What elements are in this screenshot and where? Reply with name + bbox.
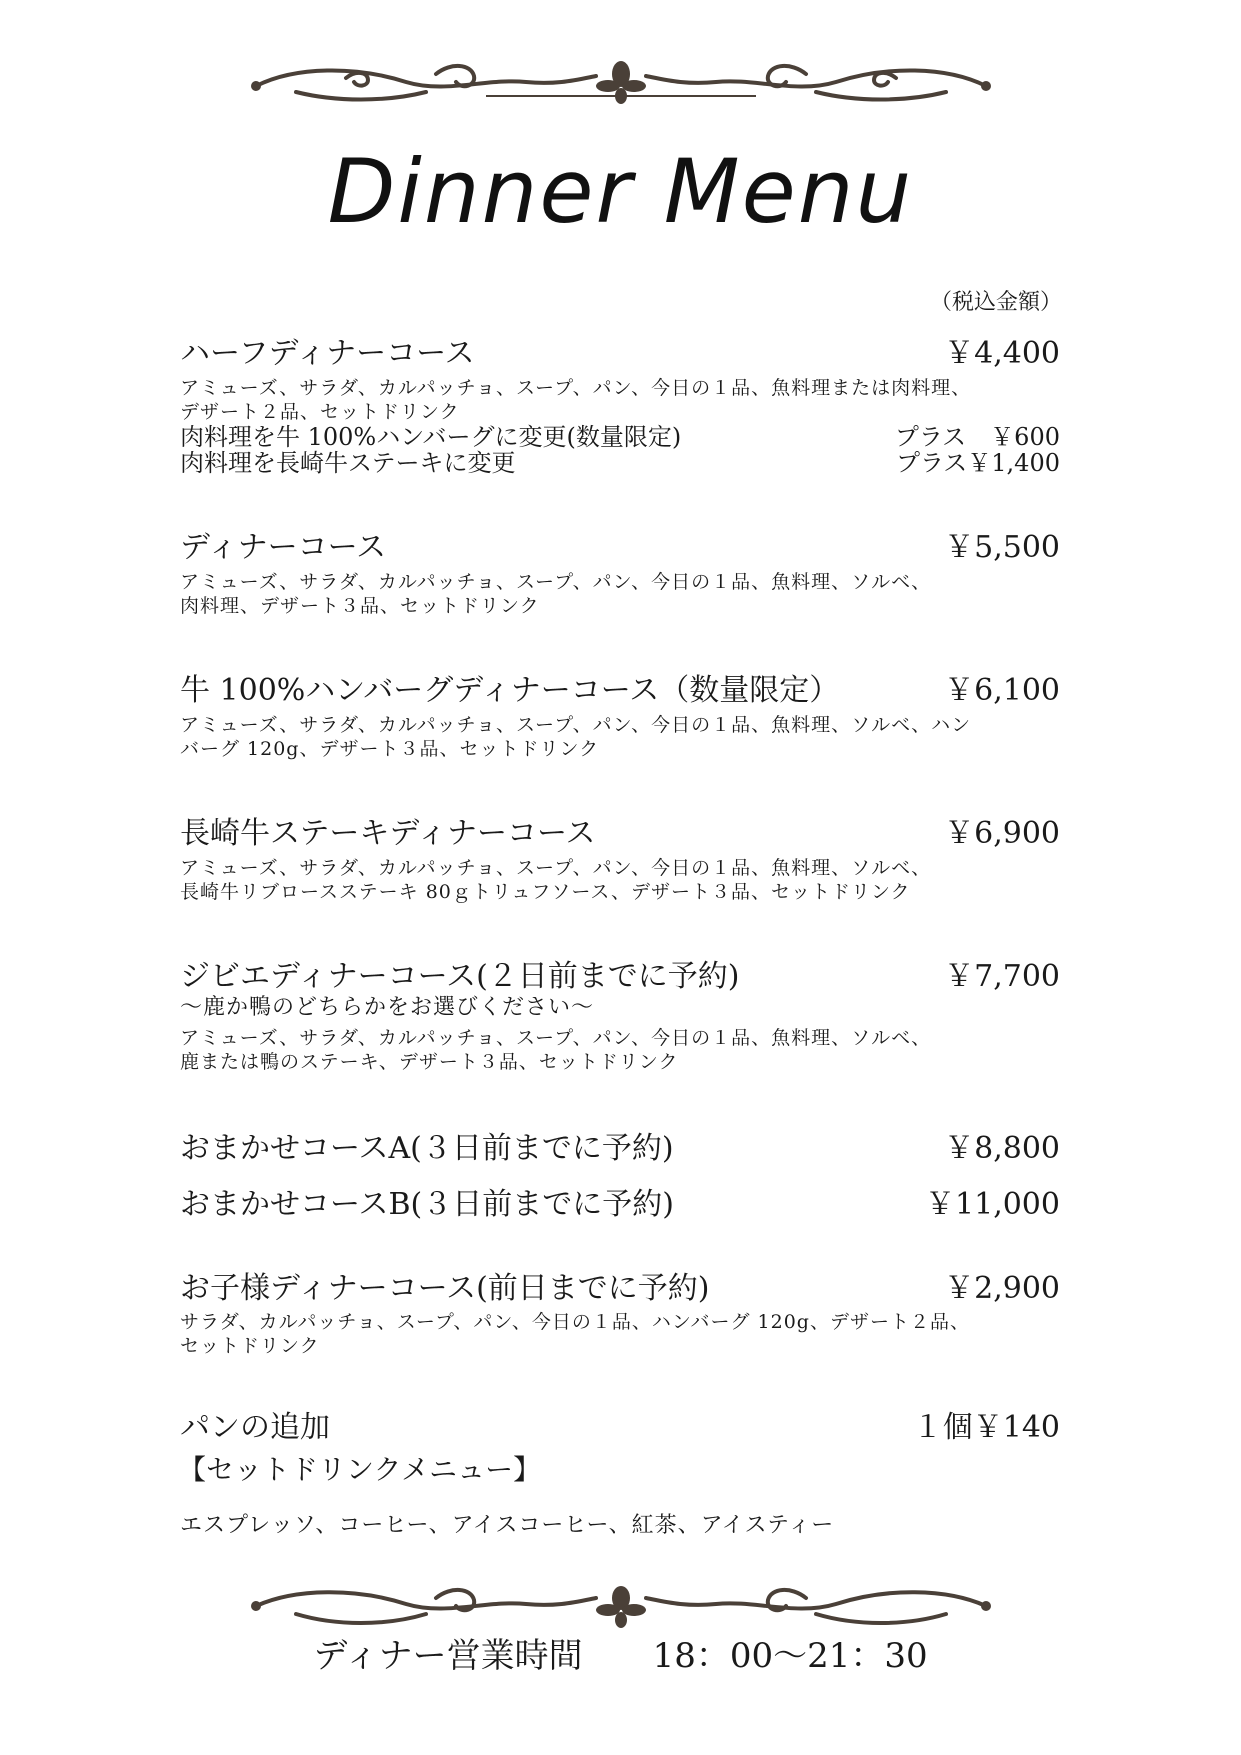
course-description (180, 856, 1080, 904)
course-price: ￥7,700 (944, 959, 1060, 994)
course-name: おまかせコースA(３日前までに予約) (180, 1131, 674, 1166)
desc-line: アミューズ、サラダ、カルパッチョ、スープ、パン、今日の１品、魚料理、ソルベ、 (180, 571, 932, 593)
option-price: プラス￥1,400 (896, 449, 1060, 477)
course-description (180, 713, 1080, 761)
course-row-gibier (180, 951, 1060, 994)
option-price: プラス ￥600 (894, 423, 1060, 451)
course-name: おまかせコースB(３日前までに予約) (180, 1187, 674, 1222)
course-row-dinner (180, 522, 1060, 565)
hours-time: 18：00～21：30 (652, 1636, 928, 1676)
drink-menu-heading: 【セットドリンクメニュー】 (178, 1453, 542, 1486)
course-row-hamburger (180, 665, 1060, 708)
course-description (180, 1026, 1080, 1074)
course-price: ￥11,000 (925, 1187, 1060, 1222)
course-row-kids (180, 1263, 1060, 1306)
tax-note: （税込金額） (930, 290, 1063, 315)
course-description (180, 570, 1080, 618)
course-name: お子様ディナーコース(前日までに予約) (180, 1271, 710, 1306)
course-note: ～鹿か鴨のどちらかをお選びください～ (180, 995, 595, 1020)
ornament-top (236, 52, 1006, 112)
desc-line: 長崎牛リブロースステーキ 80ｇトリュフソース、デザート３品、セットドリンク (180, 881, 911, 903)
drink-menu-items: エスプレッソ、コーヒー、アイスコーヒー、紅茶、アイスティー (180, 1513, 835, 1538)
course-row-half-dinner (180, 328, 1060, 371)
course-row-omakase-a (180, 1123, 1060, 1166)
desc-line: セットドリンク (180, 1335, 320, 1357)
option-steak (180, 450, 1060, 476)
course-price: ￥2,900 (944, 1271, 1060, 1306)
course-name: 牛 100%ハンバーグディナーコース（数量限定） (180, 673, 840, 708)
course-row-extra-bread (180, 1402, 1060, 1445)
course-name: ジビエディナーコース(２日前までに予約) (180, 959, 740, 994)
desc-line: アミューズ、サラダ、カルパッチョ、スープ、パン、今日の１品、魚料理または肉料理、 (180, 377, 972, 399)
course-name: ハーフディナーコース (180, 336, 475, 371)
course-name: パンの追加 (180, 1410, 330, 1445)
desc-line: アミューズ、サラダ、カルパッチョ、スープ、パン、今日の１品、魚料理、ソルベ、ハン (180, 714, 972, 736)
option-label: 肉料理を牛 100%ハンバーグに変更(数量限定) (180, 423, 682, 451)
desc-line: アミューズ、サラダ、カルパッチョ、スープ、パン、今日の１品、魚料理、ソルベ、 (180, 1027, 932, 1049)
hours-label: ディナー営業時間 (313, 1636, 583, 1676)
course-description (180, 376, 1080, 424)
course-price: ￥6,100 (944, 673, 1060, 708)
desc-line: バーグ 120g、デザート３品、セットドリンク (180, 738, 600, 760)
course-name: 長崎牛ステーキディナーコース (180, 816, 596, 851)
course-price: ￥6,900 (944, 816, 1060, 851)
desc-line: アミューズ、サラダ、カルパッチョ、スープ、パン、今日の１品、魚料理、ソルベ、 (180, 857, 932, 879)
desc-line: サラダ、カルパッチョ、スープ、パン、今日の１品、ハンバーグ 120g、デザート２品、 (180, 1311, 970, 1333)
desc-line: 鹿または鴨のステーキ、デザート３品、セットドリンク (180, 1051, 679, 1073)
page-title: Dinner Menu (327, 140, 914, 243)
course-row-omakase-b (180, 1179, 1060, 1222)
course-price: １個￥140 (912, 1410, 1060, 1445)
dinner-hours (0, 1628, 1241, 1677)
option-hamburger (180, 424, 1060, 450)
course-row-nagasaki-steak (180, 808, 1060, 851)
desc-line: 肉料理、デザート３品、セットドリンク (180, 595, 540, 617)
option-label: 肉料理を長崎牛ステーキに変更 (180, 449, 516, 477)
desc-line: デザート２品、セットドリンク (180, 401, 460, 423)
course-price: ￥8,800 (944, 1131, 1060, 1166)
course-price: ￥5,500 (944, 530, 1060, 565)
course-description (180, 1310, 1080, 1358)
course-name: ディナーコース (180, 530, 387, 565)
course-price: ￥4,400 (944, 336, 1060, 371)
